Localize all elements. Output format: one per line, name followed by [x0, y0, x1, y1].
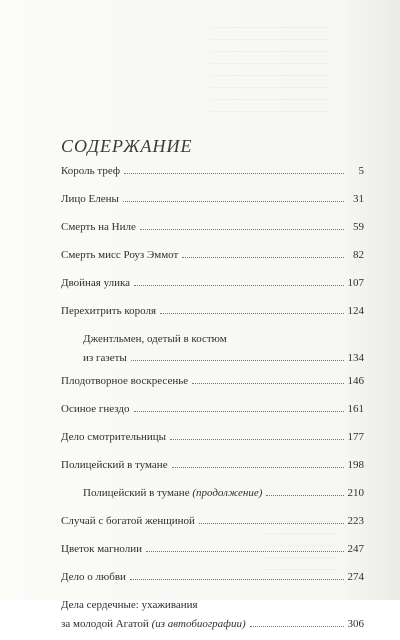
- toc-entry-title: Перехитрить короля: [61, 305, 157, 317]
- page-number: 107: [347, 277, 364, 289]
- toc-entry-title-source: (из автобиографии): [151, 618, 246, 630]
- toc-entry-5: [61, 276, 364, 298]
- toc-entry-title: Дело смотрительницы: [61, 431, 167, 443]
- page-number: 247: [347, 543, 364, 555]
- page-number: 177: [347, 431, 364, 443]
- leader-dots: [146, 551, 344, 552]
- toc-entry-10: [61, 430, 364, 452]
- leader-dots: [140, 229, 344, 230]
- table-of-contents: [61, 164, 364, 640]
- toc-entry-title: Полицейский в тумане: [61, 459, 168, 471]
- leader-dots: [130, 579, 344, 580]
- leader-dots: [123, 201, 344, 202]
- toc-entry-9: [61, 402, 364, 424]
- toc-entry-4: [61, 248, 364, 270]
- faint-bleedthrough-text: __________________________ __________________________ __________________________ __________________________ __________________________ __________________________ __________________________ __________________________: [210, 19, 327, 113]
- toc-entry-title: Лицо Елены: [61, 193, 119, 205]
- leader-dots: [172, 467, 344, 468]
- toc-entry-16: [61, 598, 364, 634]
- page-number: 306: [347, 618, 364, 630]
- page-number: 134: [347, 352, 364, 364]
- toc-entry-2: [61, 192, 364, 214]
- toc-entry-title-line-2: из газеты: [83, 352, 127, 364]
- leader-dots: [199, 523, 344, 524]
- page-number: 161: [347, 403, 364, 415]
- toc-entry-title: [83, 486, 262, 500]
- page-number: 198: [347, 459, 364, 471]
- leader-dots: [266, 495, 344, 496]
- page-number: 82: [353, 249, 364, 261]
- toc-entry-title-line-2: [61, 617, 246, 631]
- toc-entry-title: Смерть на Ниле: [61, 221, 136, 233]
- toc-entry-8: [61, 374, 364, 396]
- toc-entry-title: Смерть мисс Роуз Эммот: [61, 249, 179, 261]
- toc-entry-title: Осиное гнездо: [61, 403, 130, 415]
- toc-entry-title: Случай с богатой женщиной: [61, 515, 195, 527]
- toc-entry-15: [61, 570, 364, 592]
- toc-entry-title: Дело о любви: [61, 571, 126, 583]
- toc-entry-13: [61, 514, 364, 536]
- toc-entry-title-continuation: (продолжение): [192, 487, 263, 499]
- page-sheet: [24, 0, 398, 630]
- leader-dots: [131, 360, 344, 361]
- toc-entry-title: Плодотворное воскресенье: [61, 375, 189, 387]
- faint-lower-bleedthrough: ________________ ________________ ________________ ________________ ________________: [264, 513, 336, 571]
- page-number: 31: [353, 193, 364, 205]
- leader-dots: [182, 257, 344, 258]
- leader-dots: [192, 383, 344, 384]
- page-number: 223: [347, 515, 364, 527]
- toc-entry-title-main: Полицейский в тумане: [83, 487, 190, 499]
- toc-entry-7: [61, 332, 364, 368]
- toc-entry-1: [61, 164, 364, 186]
- leader-dots: [170, 439, 344, 440]
- page-number: 59: [353, 221, 364, 233]
- leader-dots: [134, 411, 344, 412]
- leader-dots: [160, 313, 344, 314]
- leader-dots: [134, 285, 344, 286]
- leader-dots: [250, 626, 344, 627]
- toc-entry-12: [61, 486, 364, 508]
- toc-entry-3: [61, 220, 364, 242]
- toc-entry-title-main: за молодой Агатой: [61, 618, 149, 630]
- toc-entry-14: [61, 542, 364, 564]
- toc-entry-title: Король треф: [61, 165, 120, 177]
- page-number: 5: [358, 165, 364, 177]
- page-number: 124: [347, 305, 364, 317]
- page-number: 274: [347, 571, 364, 583]
- leader-dots: [124, 173, 344, 174]
- page-number: 146: [347, 375, 364, 387]
- toc-entry-title-line-1: Дела сердечные: ухаживания: [61, 599, 198, 611]
- toc-entry-title: Цветок магнолии: [61, 543, 142, 555]
- toc-entry-6: [61, 304, 364, 326]
- page-title: СОДЕРЖАНИЕ: [61, 136, 193, 157]
- toc-entry-11: [61, 458, 364, 480]
- toc-entry-title-line-1: Джентльмен, одетый в костюм: [83, 333, 227, 345]
- toc-entry-title: Двойная улика: [61, 277, 131, 289]
- page-number: 210: [347, 487, 364, 499]
